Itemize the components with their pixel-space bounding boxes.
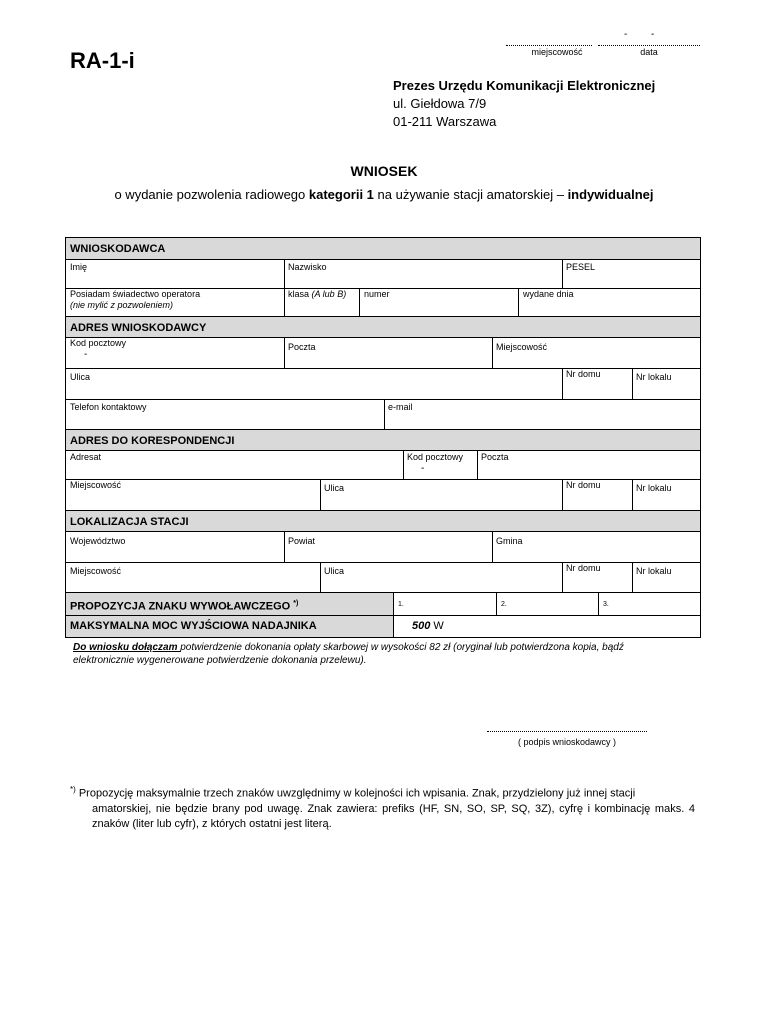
locality-label: Miejscowość	[70, 480, 122, 490]
pesel-label: PESEL	[566, 262, 596, 272]
postal-code-dash: -	[421, 463, 425, 474]
signature-line[interactable]	[487, 731, 647, 732]
email-label: e-mail	[388, 402, 413, 412]
callsign-title: PROPOZYCJA ZNAKU WYWOŁAWCZEGO	[70, 600, 291, 613]
date-label: data	[640, 47, 658, 57]
footnote-line-1: Propozycję maksymalnie trzech znaków uwzględnimy w kolejności ich wpisania. Znak, przydzielony już innej stacji	[75, 787, 636, 800]
footnote	[70, 782, 695, 832]
district-label: Powiat	[288, 536, 316, 546]
callsign-option-2[interactable]: 2.	[501, 601, 507, 608]
house-no-label: Nr domu	[566, 480, 601, 490]
commune-label: Gmina	[496, 536, 523, 546]
recipient-street: ul. Giełdowa 7/9	[393, 96, 487, 111]
flat-no-label: Nr lokalu	[636, 372, 672, 382]
document-subtitle	[0, 187, 768, 202]
certificate-label: Posiadam świadectwo operatora	[70, 289, 201, 299]
street-label: Ulica	[324, 566, 345, 576]
place-line[interactable]	[506, 45, 592, 46]
section-applicant: WNIOSKODAWCA	[66, 238, 700, 260]
house-no-label: Nr domu	[566, 369, 601, 379]
certificate-note: (nie mylić z pozwoleniem)	[70, 300, 174, 310]
callsign-option-1[interactable]: 1.	[398, 601, 404, 608]
section-station: LOKALIZACJA STACJI	[66, 510, 700, 532]
section-correspondence: ADRES DO KORESPONDENCJI	[66, 429, 700, 451]
footnote-rest: amatorskiej, nie będzie brany pod uwagę. Znak zawiera: prefiks (HF, SN, SO, SP, SQ, 3Z), cyfrę i kombinację maks. 4 znaków (liter lub cyfr), z których ostatni jest literą.	[92, 802, 695, 830]
application-form	[65, 237, 701, 638]
document-title: WNIOSEK	[350, 163, 418, 179]
postal-code-label: Kod pocztowy	[70, 338, 127, 348]
postal-code-dash: -	[84, 349, 88, 360]
number-label: numer	[364, 289, 390, 299]
form-code: RA-1-i	[70, 48, 135, 73]
locality-label: Miejscowość	[496, 342, 548, 352]
house-no-label: Nr domu	[566, 563, 601, 573]
subtitle-type: indywidualnej	[567, 187, 654, 202]
voivodeship-label: Województwo	[70, 536, 126, 546]
phone-label: Telefon kontaktowy	[70, 402, 147, 412]
callsign-option-3[interactable]: 3.	[603, 601, 609, 608]
flat-no-label: Nr lokalu	[636, 566, 672, 576]
callsign-header	[66, 593, 393, 615]
class-label: klasa (A lub B)	[288, 289, 347, 299]
attachment-note-lead: Do wniosku dołączam	[73, 642, 181, 653]
issued-label: wydane dnia	[523, 289, 574, 299]
section-applicant-address: ADRES WNIOSKODAWCY	[66, 316, 700, 338]
subtitle-text: na używanie stacji amatorskiej –	[373, 187, 568, 202]
footnote-marker: *)	[293, 600, 299, 607]
postal-code-label: Kod pocztowy	[407, 452, 464, 462]
power-header: MAKSYMALNA MOC WYJŚCIOWA NADAJNIKA	[66, 616, 393, 637]
place-label: miejscowość	[531, 47, 583, 57]
recipient-name: Prezes Urzędu Komunikacji Elektronicznej	[393, 78, 656, 93]
last-name-label: Nazwisko	[288, 262, 327, 272]
date-line[interactable]	[598, 45, 700, 46]
attachment-note	[73, 641, 673, 667]
street-label: Ulica	[324, 483, 345, 493]
power-value: 500 W	[412, 620, 444, 632]
attachment-note-text: potwierdzenie dokonania opłaty skarbowej w wysokości 82 zł (oryginał lub potwierdzona kopia, bądź elektronicznie wygenerowane potwierdzenie dokonania przelewu).	[73, 642, 624, 666]
date-separator: -	[651, 29, 655, 40]
flat-no-label: Nr lokalu	[636, 483, 672, 493]
post-office-label: Poczta	[481, 452, 509, 462]
street-label: Ulica	[70, 372, 91, 382]
date-separator: -	[624, 29, 628, 40]
locality-label: Miejscowość	[70, 566, 122, 576]
recipient-city: 01-211 Warszawa	[393, 114, 497, 129]
subtitle-text: o wydanie pozwolenia radiowego	[114, 187, 309, 202]
footnote-marker: *)	[70, 785, 76, 794]
first-name-label: Imię	[70, 262, 88, 272]
post-office-label: Poczta	[288, 342, 316, 352]
addressee-label: Adresat	[70, 452, 102, 462]
signature-label: ( podpis wnioskodawcy )	[517, 737, 617, 747]
subtitle-category: kategorii 1	[308, 187, 374, 202]
